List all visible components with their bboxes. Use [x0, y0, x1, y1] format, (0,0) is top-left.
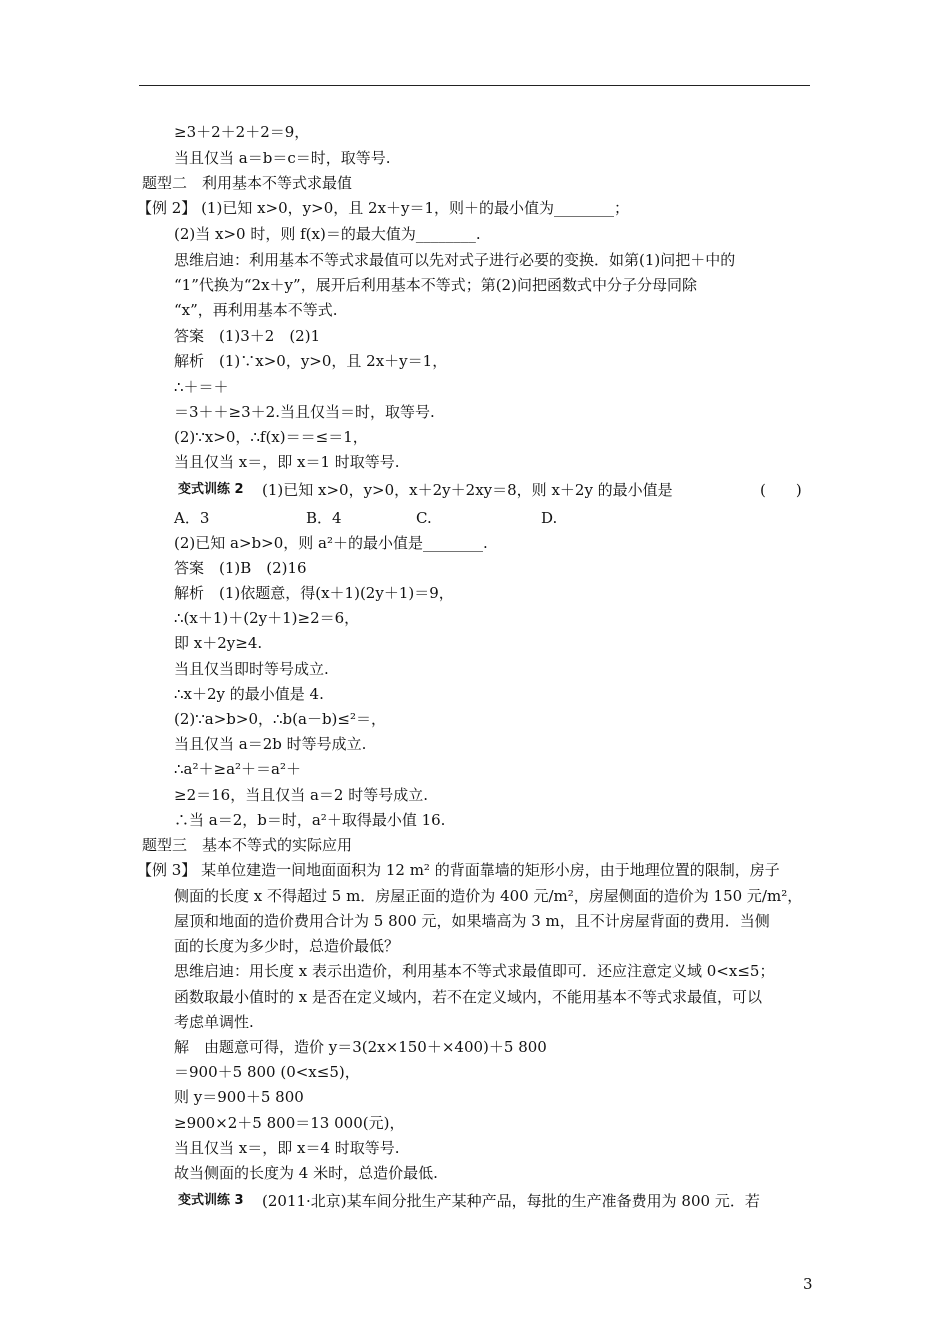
answer-line: 答案 (1)B (2)16: [174, 559, 307, 577]
exercise-3-label: 变式训练 3: [178, 1193, 244, 1208]
exercise-2-question: (1)已知 x>0，y>0，x＋2y＋2xy＝8，则 x＋2y 的最小值是: [262, 481, 673, 499]
answer-bracket: ( ): [760, 481, 802, 499]
text-line: (2)∵a>b>0，∴b(a－b)≤²＝，: [174, 710, 386, 728]
solution-line: 解 由题意可得，造价 y＝3(2x×150＋×400)＋5 800: [174, 1038, 547, 1056]
text-line: 解析 (1)依题意，得(x＋1)(2y＋1)＝9，: [174, 584, 454, 602]
text-line: ∴(x＋1)＋(2y＋1)≥2＝6，: [174, 609, 360, 627]
text-line: 解析 (1)∵x>0，y>0，且 2x＋y＝1，: [174, 352, 448, 370]
text-line: (2)已知 a>b>0，则 a²＋的最小值是________.: [174, 534, 488, 552]
text-line: ＝3＋＋≥3＋2.当且仅当＝时，取等号.: [174, 403, 435, 421]
example-2-line: 【例 2】 (1)已知 x>0，y>0，且 2x＋y＝1，则＋的最小值为________；: [137, 199, 630, 217]
text-line: “x”，再利用基本不等式.: [174, 301, 338, 319]
text-line: 思维启迪：用长度 x 表示出造价，利用基本不等式求最值即可．还应注意定义域 0<x≤5；: [174, 962, 775, 980]
option-b: B．4: [306, 509, 342, 527]
section-heading: 题型二 利用基本不等式求最值: [142, 174, 353, 192]
text-line: ＝900＋5 800 (0<x≤5)，: [174, 1063, 360, 1081]
text-line: (2)当 x>0 时，则 f(x)＝的最大值为________.: [174, 225, 481, 243]
text-line: ≥900×2＋5 800＝13 000(元)，: [174, 1114, 405, 1132]
text-line: 当且仅当 x＝，即 x＝4 时取等号.: [174, 1139, 400, 1157]
text-line: 考虑单调性.: [174, 1013, 254, 1031]
text-line: ≥2＝16，当且仅当 a＝2 时等号成立.: [174, 786, 428, 804]
text-line: ∴x＋2y 的最小值是 4.: [174, 685, 324, 703]
text-line: 即 x＋2y≥4.: [174, 634, 263, 652]
text-line: 当且仅当 x＝，即 x＝1 时取等号.: [174, 453, 400, 471]
page-number: 3: [803, 1275, 813, 1293]
text-line: 函数取最小值时的 x 是否在定义域内，若不在定义域内，不能用基本不等式求最值，可以: [174, 988, 762, 1006]
answer-line: 答案 (1)3＋2 (2)1: [174, 327, 321, 345]
text-line: “1”代换为“2x＋y”，展开后利用基本不等式；第(2)问把函数式中分子分母同除: [174, 276, 697, 294]
text-line: 当且仅当 a＝2b 时等号成立.: [174, 735, 367, 753]
text-line: 侧面的长度 x 不得超过 5 m．房屋正面的造价为 400 元/m²，房屋侧面的造价为 150 元/m²，: [174, 887, 803, 905]
text-line: 思维启迪：利用基本不等式求最值可以先对式子进行必要的变换．如第(1)问把＋中的: [174, 251, 736, 269]
option-a: A．3: [174, 509, 210, 527]
text-line: ∴a²＋≥a²＋＝a²＋: [174, 760, 301, 778]
text-line: 当且仅当即时等号成立.: [174, 660, 329, 678]
text-line: 面的长度为多少时，总造价最低？: [174, 937, 400, 955]
text-line: (2)∵x>0，∴f(x)＝＝≤＝1，: [174, 428, 368, 446]
option-d: D.: [541, 509, 558, 527]
section-heading: 题型三 基本不等式的实际应用: [142, 836, 353, 854]
text-line: 则 y＝900＋5 800: [174, 1088, 304, 1106]
exercise-2-label: 变式训练 2: [178, 482, 244, 497]
text-line: 当且仅当 a＝b＝c＝时，取等号.: [174, 149, 391, 167]
text-line: 故当侧面的长度为 4 米时，总造价最低.: [174, 1164, 438, 1182]
exercise-3-question: (2011·北京)某车间分批生产某种产品，每批的生产准备费用为 800 元．若: [262, 1192, 760, 1210]
text-line: ≥3＋2＋2＋2＝9，: [174, 123, 310, 141]
text-line: ∴＋＝＋: [174, 378, 229, 396]
header-rule: [139, 85, 810, 86]
text-line: 屋顶和地面的造价费用合计为 5 800 元，如果墙高为 3 m，且不计房屋背面的费用．当侧: [174, 912, 770, 930]
example-3-line: 【例 3】 某单位建造一间地面面积为 12 m² 的背面靠墙的矩形小房，由于地理位置的限制，房子: [137, 861, 780, 879]
option-c: C.: [416, 509, 432, 527]
text-line: ∴当 a＝2，b＝时，a²＋取得最小值 16.: [174, 811, 446, 829]
